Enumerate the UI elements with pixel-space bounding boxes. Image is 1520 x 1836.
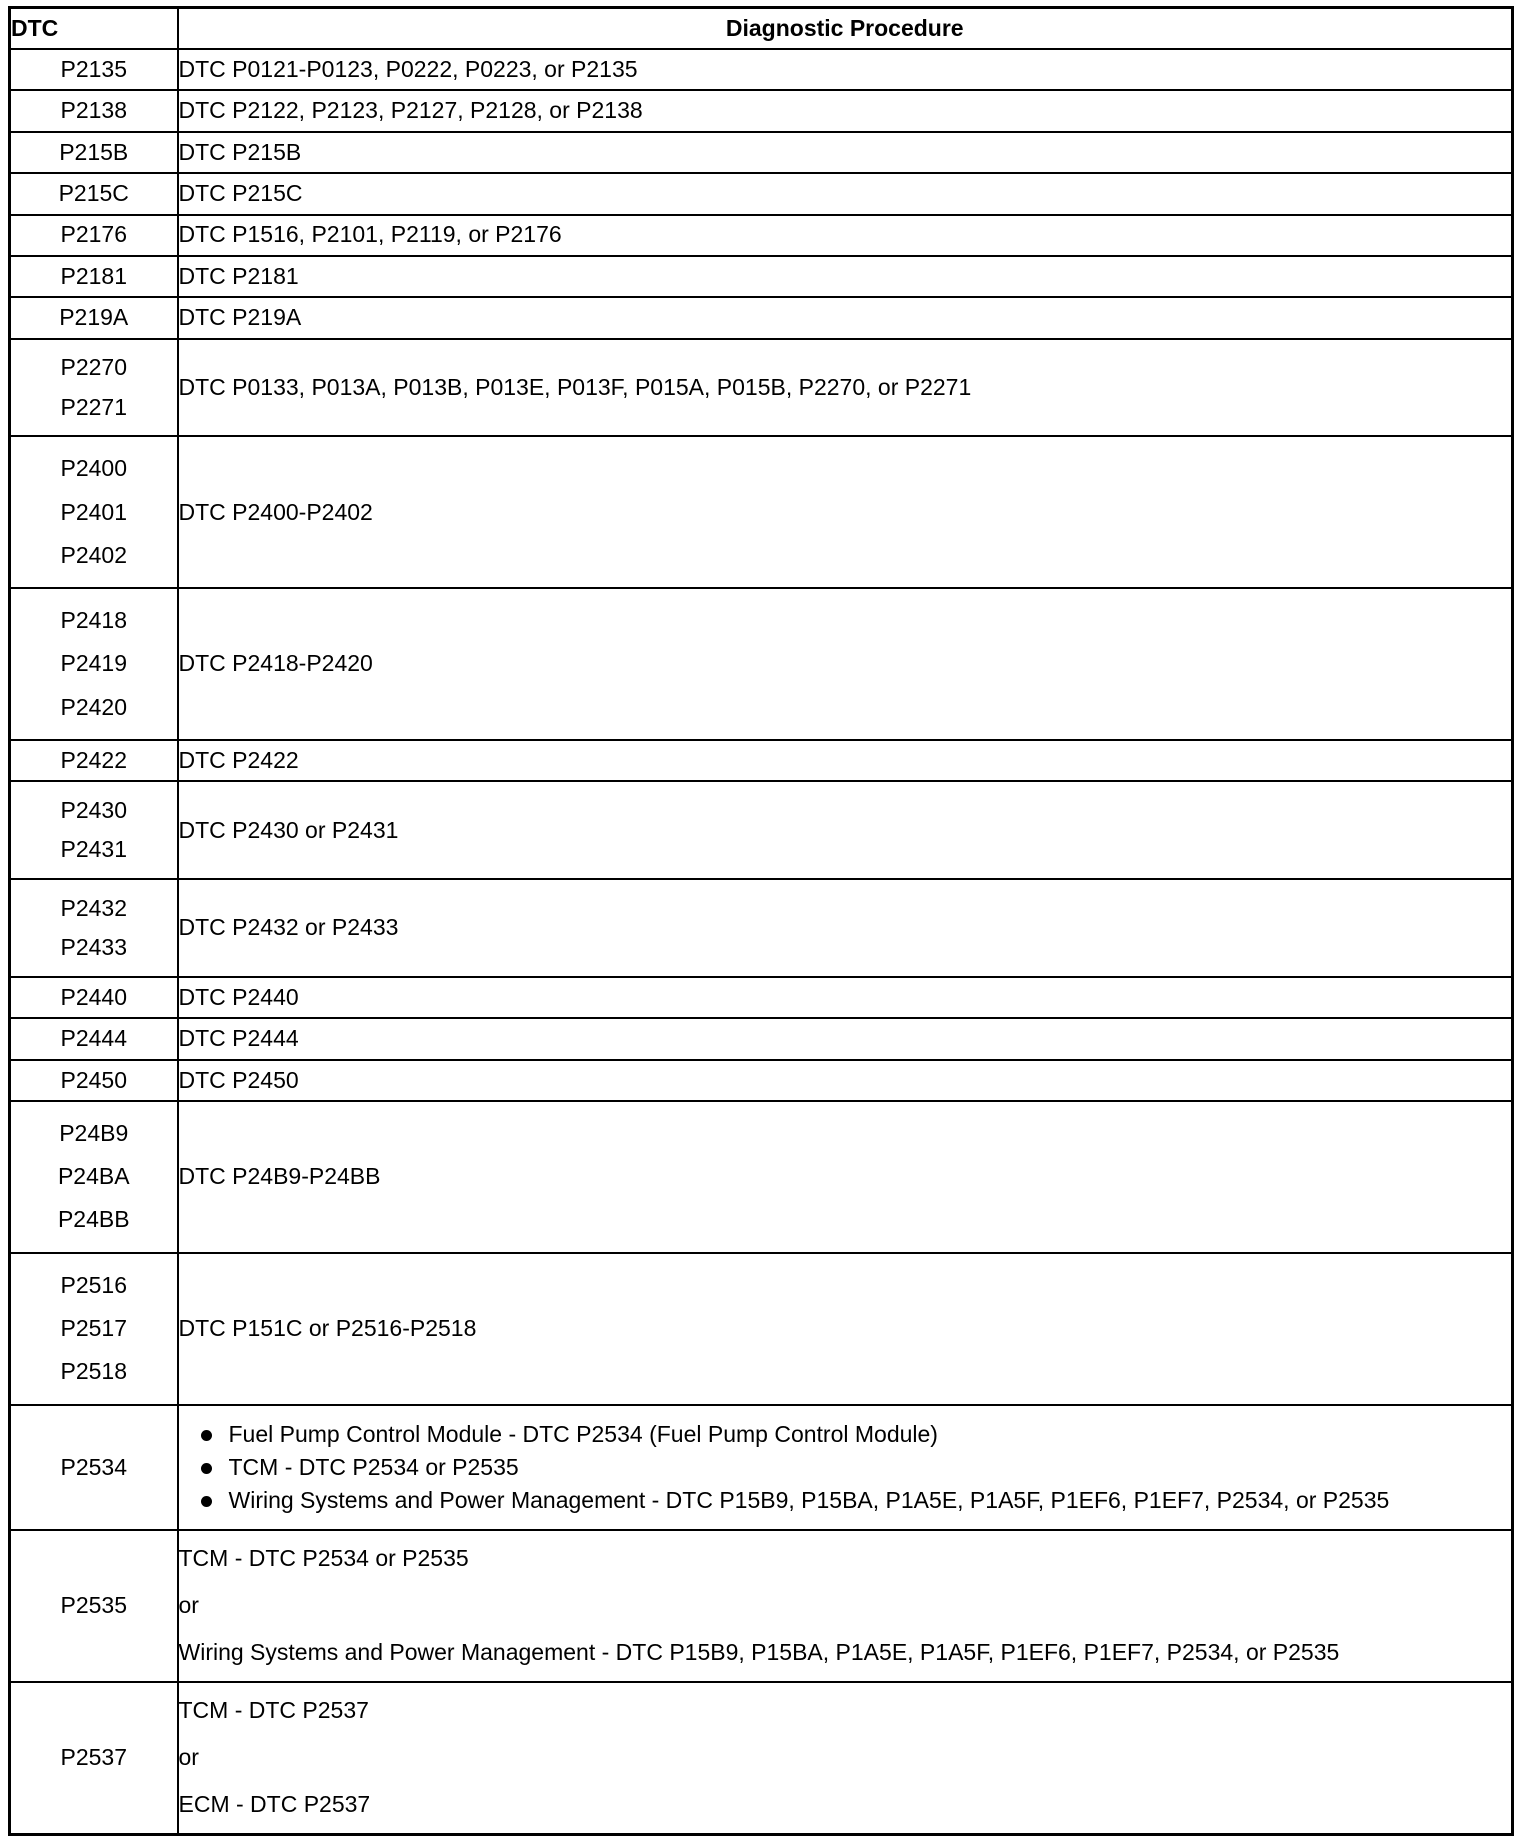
table-row [10, 781, 1513, 879]
procedure-bullet-item: Fuel Pump Control Module - DTC P2534 (Fuel Pump Control Module) [179, 1418, 1512, 1451]
dtc-code-cell [10, 436, 178, 588]
dtc-code: P2419 [60, 650, 127, 677]
dtc-code: P2440 [60, 983, 127, 1010]
diagnostic-procedure-cell [178, 215, 1513, 256]
diagnostic-procedure-cell [178, 1253, 1513, 1405]
dtc-code: P2401 [60, 498, 127, 525]
dtc-code-cell [10, 1682, 178, 1835]
table-row [10, 977, 1513, 1018]
table-row [10, 1060, 1513, 1101]
dtc-code-cell [10, 49, 178, 90]
dtc-code: P215C [58, 180, 129, 207]
dtc-code: P2444 [60, 1025, 127, 1052]
diagnostic-procedure-cell [178, 1018, 1513, 1059]
dtc-code: P24B9 [59, 1120, 129, 1147]
procedure-text: DTC P24B9-P24BB [178, 1163, 381, 1190]
dtc-code-cell [10, 1060, 178, 1101]
dtc-code: P2418 [60, 607, 127, 634]
procedure-line: ECM - DTC P2537 [178, 1791, 371, 1818]
procedure-text: DTC P2430 or P2431 [178, 816, 399, 843]
dtc-code: P2518 [60, 1358, 127, 1385]
table-body [10, 49, 1513, 1835]
diagnostic-procedure-cell [178, 1530, 1513, 1682]
dtc-code: P2270 [60, 354, 127, 381]
diagnostic-procedure-cell [178, 1405, 1513, 1530]
dtc-code: P2535 [60, 1592, 127, 1619]
dtc-code: P2534 [60, 1453, 127, 1480]
table-row [10, 1530, 1513, 1682]
procedure-text: DTC P2181 [178, 262, 299, 289]
diagnostic-procedure-cell [178, 436, 1513, 588]
dtc-code: P2432 [60, 894, 127, 921]
procedure-text: DTC P2400-P2402 [178, 498, 373, 525]
dtc-code: P2138 [60, 97, 127, 124]
dtc-code-cell [10, 588, 178, 740]
dtc-code-cell [10, 132, 178, 173]
diagnostic-procedure-cell [178, 1060, 1513, 1101]
procedure-text: DTC P2122, P2123, P2127, P2128, or P2138 [178, 97, 643, 124]
procedure-line: TCM - DTC P2534 or P2535 [178, 1544, 469, 1571]
dtc-code-cell [10, 1405, 178, 1530]
table-row [10, 436, 1513, 588]
table-row [10, 1018, 1513, 1059]
table-row [10, 1682, 1513, 1835]
dtc-code-cell [10, 879, 178, 977]
dtc-code-cell [10, 339, 178, 437]
dtc-code-cell [10, 1253, 178, 1405]
dtc-code: P2450 [60, 1066, 127, 1093]
procedure-text: DTC P2444 [178, 1025, 299, 1052]
table-row [10, 215, 1513, 256]
dtc-code-cell [10, 740, 178, 781]
diagnostic-procedure-cell [178, 132, 1513, 173]
dtc-code: P24BB [57, 1206, 130, 1233]
dtc-code: P2271 [60, 393, 127, 420]
dtc-code: P24BA [57, 1163, 130, 1190]
dtc-code: P2422 [60, 746, 127, 773]
dtc-code: P2400 [60, 455, 127, 482]
procedure-text: DTC P2418-P2420 [178, 650, 373, 677]
diagnostic-procedure-cell [178, 90, 1513, 131]
dtc-code-cell [10, 1018, 178, 1059]
table-row [10, 1101, 1513, 1253]
dtc-code-cell [10, 215, 178, 256]
procedure-bullet-item: Wiring Systems and Power Management - DTC P15B9, P15BA, P1A5E, P1A5F, P1EF6, P1EF7, P2534, or P2535 [179, 1484, 1512, 1517]
dtc-code-cell [10, 256, 178, 297]
header-row [10, 8, 1513, 50]
table-row [10, 132, 1513, 173]
procedure-text: DTC P1516, P2101, P2119, or P2176 [178, 221, 562, 248]
dtc-code-cell [10, 1101, 178, 1253]
procedure-text: DTC P219A [178, 304, 302, 331]
dtc-code-cell [10, 781, 178, 879]
procedure-text: DTC P151C or P2516-P2518 [178, 1315, 477, 1342]
procedure-text: DTC P215B [178, 138, 302, 165]
diagnostic-procedure-cell [178, 297, 1513, 338]
diagnostic-procedure-cell [178, 740, 1513, 781]
table-row [10, 173, 1513, 214]
dtc-code-cell [10, 977, 178, 1018]
dtc-table [8, 6, 1514, 1836]
table-row [10, 49, 1513, 90]
table-row [10, 1253, 1513, 1405]
dtc-code: P2176 [60, 221, 127, 248]
dtc-code: P2430 [60, 796, 127, 823]
diagnostic-procedure-cell [178, 977, 1513, 1018]
diagnostic-procedure-cell [178, 49, 1513, 90]
table-row [10, 1405, 1513, 1530]
dtc-code: P2135 [60, 55, 127, 82]
diagnostic-procedure-cell [178, 588, 1513, 740]
table-row [10, 879, 1513, 977]
dtc-code-cell [10, 297, 178, 338]
dtc-code: P2537 [60, 1744, 127, 1771]
diagnostic-procedure-cell [178, 1682, 1513, 1835]
dtc-code: P215B [59, 138, 129, 165]
diagnostic-procedure-cell [178, 879, 1513, 977]
procedure-text: DTC P2422 [178, 746, 299, 773]
table-row [10, 256, 1513, 297]
table-row [10, 339, 1513, 437]
table-row [10, 588, 1513, 740]
procedure-text: DTC P0133, P013A, P013B, P013E, P013F, P015A, P015B, P2270, or P2271 [178, 373, 972, 400]
procedure-bullet-item: TCM - DTC P2534 or P2535 [179, 1451, 1512, 1484]
dtc-code-cell [10, 90, 178, 131]
dtc-code-cell [10, 1530, 178, 1682]
dtc-code: P219A [59, 304, 129, 331]
dtc-code: P2433 [60, 934, 127, 960]
procedure-text: DTC P0121-P0123, P0222, P0223, or P2135 [178, 55, 638, 82]
procedure-text: DTC P2450 [178, 1066, 299, 1093]
diagnostic-procedure-cell [178, 256, 1513, 297]
dtc-column-header: DTC [10, 8, 178, 50]
procedure-text: DTC P215C [178, 180, 303, 207]
table-row [10, 90, 1513, 131]
procedure-text: DTC P2440 [178, 983, 299, 1010]
dtc-code: P2181 [60, 262, 127, 289]
dtc-code: P2517 [60, 1315, 127, 1342]
dtc-code: P2516 [60, 1271, 127, 1298]
diagnostic-procedure-cell [178, 1101, 1513, 1253]
procedure-bullet-list [179, 1414, 1512, 1521]
table-row [10, 740, 1513, 781]
dtc-code-cell [10, 173, 178, 214]
procedure-text: DTC P2432 or P2433 [178, 914, 399, 941]
diagnostic-procedure-cell [178, 781, 1513, 879]
table-row [10, 297, 1513, 338]
diagnostic-procedure-cell [178, 173, 1513, 214]
procedure-column-header: Diagnostic Procedure [178, 8, 1513, 50]
dtc-code: P2402 [60, 541, 127, 568]
dtc-code: P2420 [60, 693, 127, 720]
procedure-line: Wiring Systems and Power Management - DTC P15B9, P15BA, P1A5E, P1A5F, P1EF6, P1EF7, P2534, or P2535 [178, 1639, 1340, 1666]
procedure-line: or [178, 1744, 199, 1771]
procedure-line: or [178, 1592, 199, 1619]
diagnostic-procedure-cell [178, 339, 1513, 437]
procedure-line: TCM - DTC P2537 [178, 1696, 369, 1723]
dtc-code: P2431 [60, 836, 127, 863]
